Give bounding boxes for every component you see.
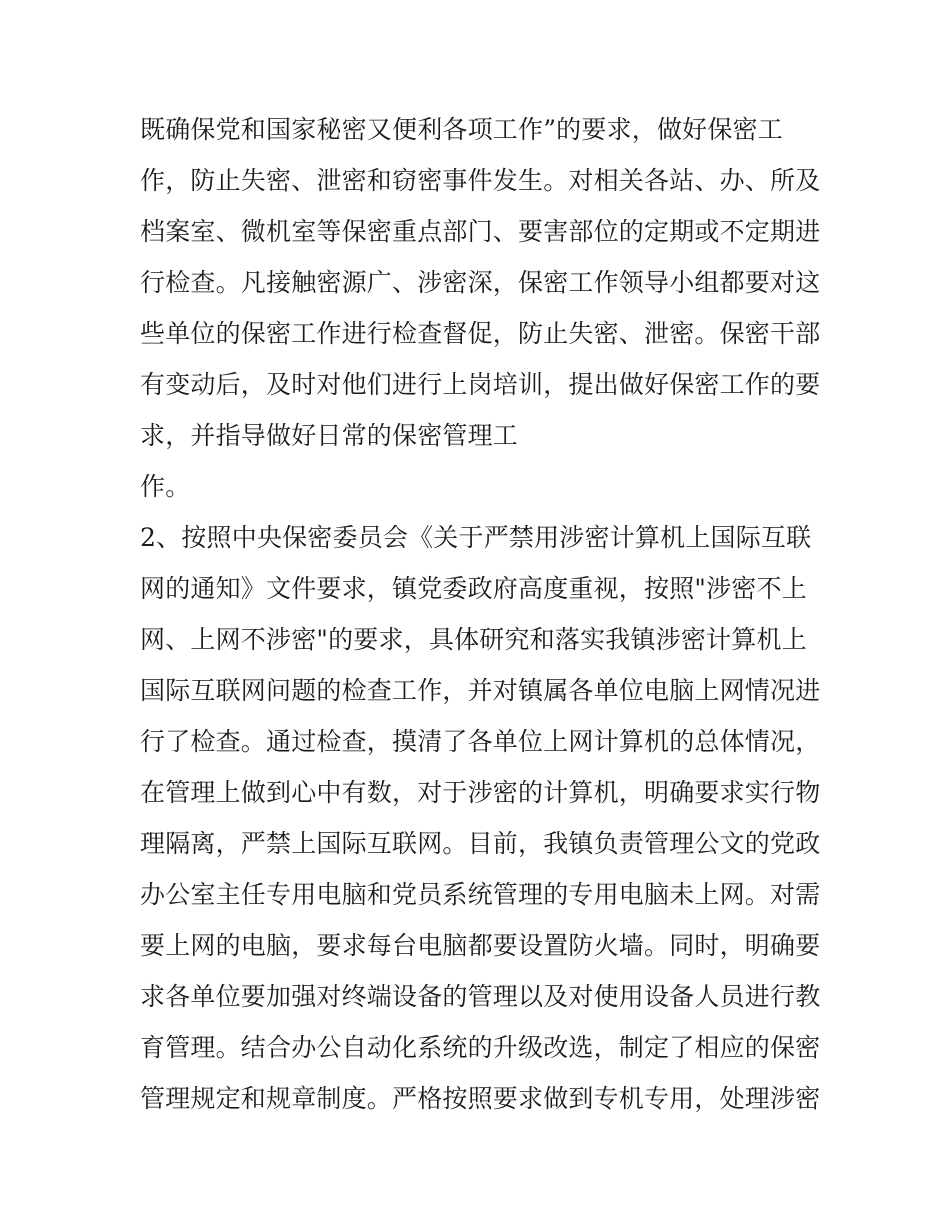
text-line: 行检查。凡接触密源广、涉密深，保密工作领导小组都要对这 [140,268,821,297]
list-item-2-line: 2、按照中央保密委员会《关于严禁用涉密计算机上国际互联 [140,523,812,552]
text-line: 国际互联网问题的检查工作，并对镇属各单位电脑上网情况进 [140,676,821,705]
text-line: 作，防止失密、泄密和窃密事件发生。对相关各站、办、所及 [140,166,821,195]
text-line: 理隔离，严禁上国际互联网。目前，我镇负责管理公文的党政 [140,829,821,858]
text-line: 既确保党和国家秘密又便利各项工作”的要求，做好保密工 [140,115,783,144]
text-line: 育管理。结合办公自动化系统的升级改选，制定了相应的保密 [140,1033,821,1062]
text-line: 求，并指导做好日常的保密管理工 [140,421,519,450]
text-line: 管理规定和规章制度。严格按照要求做到专机专用，处理涉密 [140,1084,821,1113]
text-line: 作。 [140,472,191,501]
text-line: 办公室主任专用电脑和党员系统管理的专用电脑未上网。对需 [140,880,821,909]
text-line: 在管理上做到心中有数，对于涉密的计算机，明确要求实行物 [140,778,821,807]
text-line: 档案室、微机室等保密重点部门、要害部位的定期或不定期进 [140,217,821,246]
text-line: 些单位的保密工作进行检查督促，防止失密、泄密。保密干部 [140,319,821,348]
text-line: 要上网的电脑，要求每台电脑都要设置防火墙。同时，明确要 [140,931,821,960]
text-line: 网、上网不涉密"的要求，具体研究和落实我镇涉密计算机上 [140,625,807,654]
text-line: 求各单位要加强对终端设备的管理以及对使用设备人员进行教 [140,982,821,1011]
text-line: 行了检查。通过检查，摸清了各单位上网计算机的总体情况， [140,727,821,756]
text-line: 网的通知》文件要求，镇党委政府高度重视，按照"涉密不上 [140,574,807,603]
text-line: 有变动后，及时对他们进行上岗培训，提出做好保密工作的要 [140,370,821,399]
